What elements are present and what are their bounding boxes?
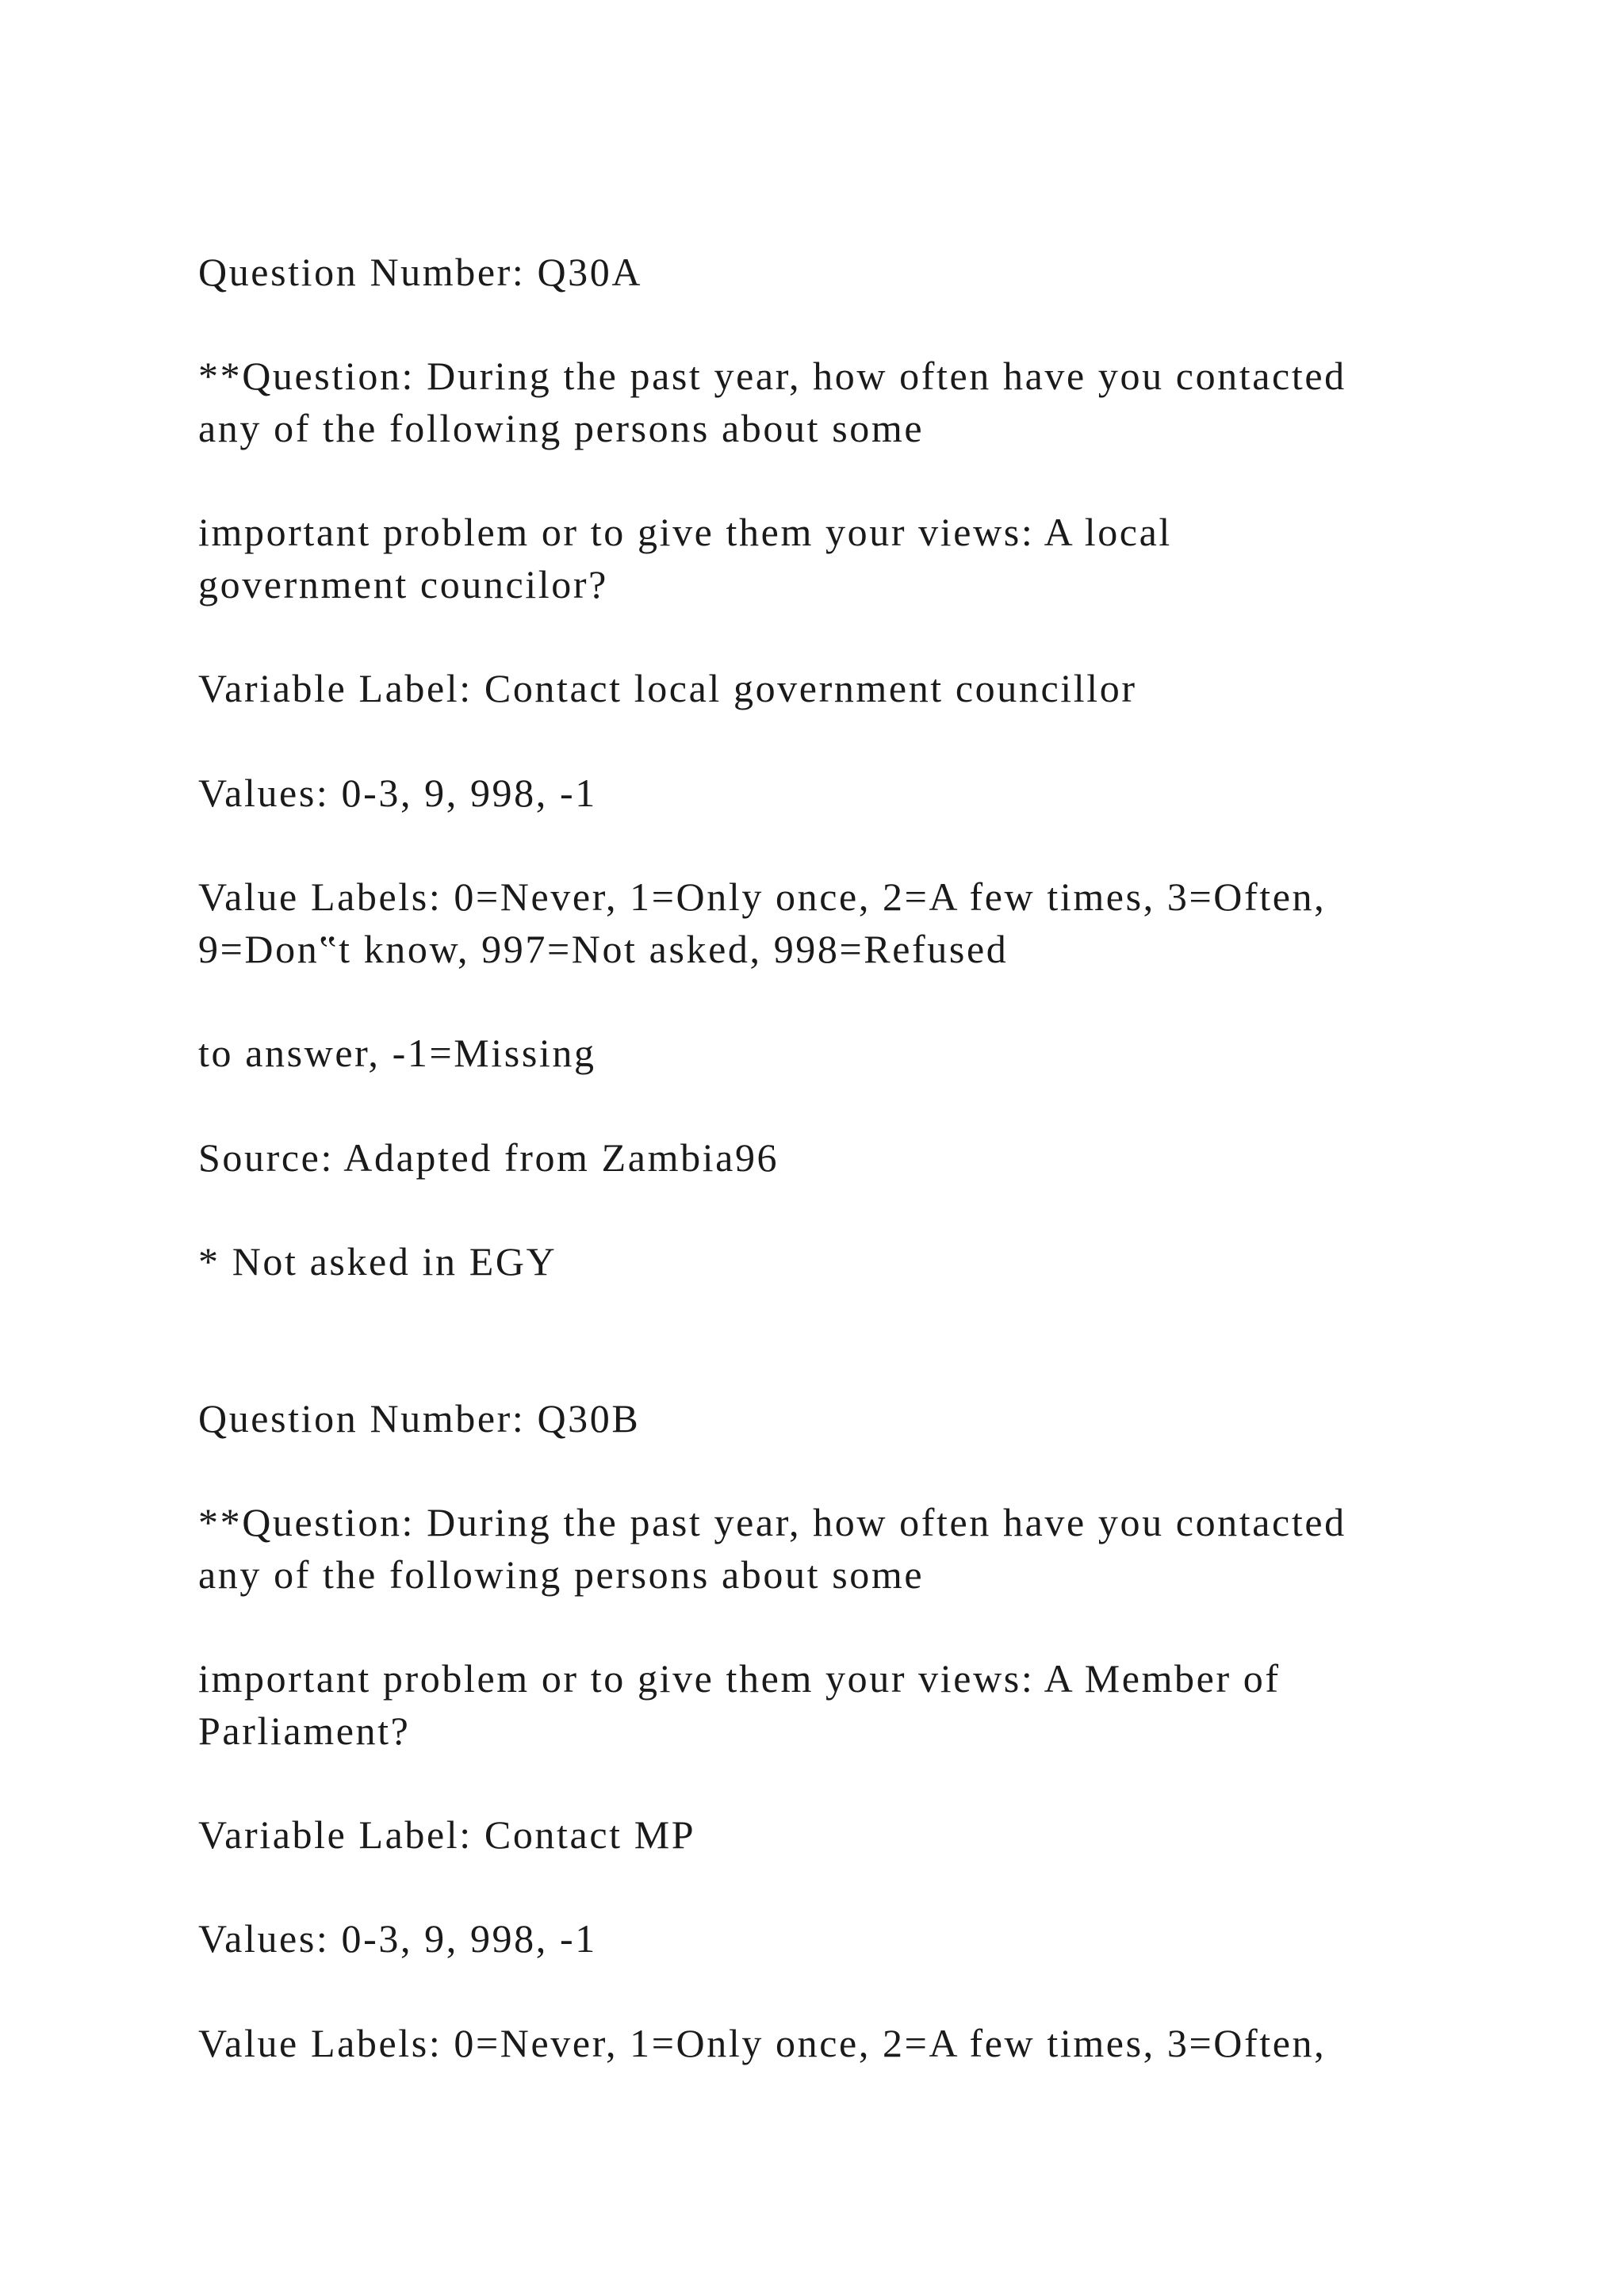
q30a-question-text-line-1: **Question: During the past year, how often have you contacted [198, 354, 1346, 398]
q30a-variable-label: Variable Label: Contact local government councillor [198, 666, 1137, 710]
q30a-question-text-line-4: government councilor? [198, 562, 608, 607]
q30a-value-labels-line-3: to answer, -1=Missing [198, 1031, 596, 1075]
q30b-value-labels-line-1: Value Labels: 0=Never, 1=Only once, 2=A few times, 3=Often, [198, 2021, 1327, 2065]
q30b-question-text-line-3: important problem or to give them your views: A Member of [198, 1656, 1281, 1701]
q30a-values: Values: 0-3, 9, 998, -1 [198, 771, 597, 815]
q30b-question-text-line-4: Parliament? [198, 1709, 411, 1753]
q30b-question-number: Question Number: Q30B [198, 1396, 641, 1441]
q30b-values: Values: 0-3, 9, 998, -1 [198, 1916, 597, 1961]
q30b-variable-label: Variable Label: Contact MP [198, 1812, 696, 1857]
q30a-note: * Not asked in EGY [198, 1239, 557, 1284]
q30a-source: Source: Adapted from Zambia96 [198, 1135, 779, 1180]
q30b-question-text-line-1: **Question: During the past year, how often have you contacted [198, 1500, 1346, 1544]
q30a-value-labels-line-1: Value Labels: 0=Never, 1=Only once, 2=A few times, 3=Often, [198, 874, 1327, 919]
q30a-question-number: Question Number: Q30A [198, 250, 643, 294]
q30a-value-labels-line-2: 9=Don‟t know, 997=Not asked, 998=Refused [198, 927, 1009, 971]
q30b-question-text-line-2: any of the following persons about some [198, 1552, 925, 1597]
q30a-question-text-line-3: important problem or to give them your views: A local [198, 510, 1172, 554]
q30a-question-text-line-2: any of the following persons about some [198, 406, 925, 450]
